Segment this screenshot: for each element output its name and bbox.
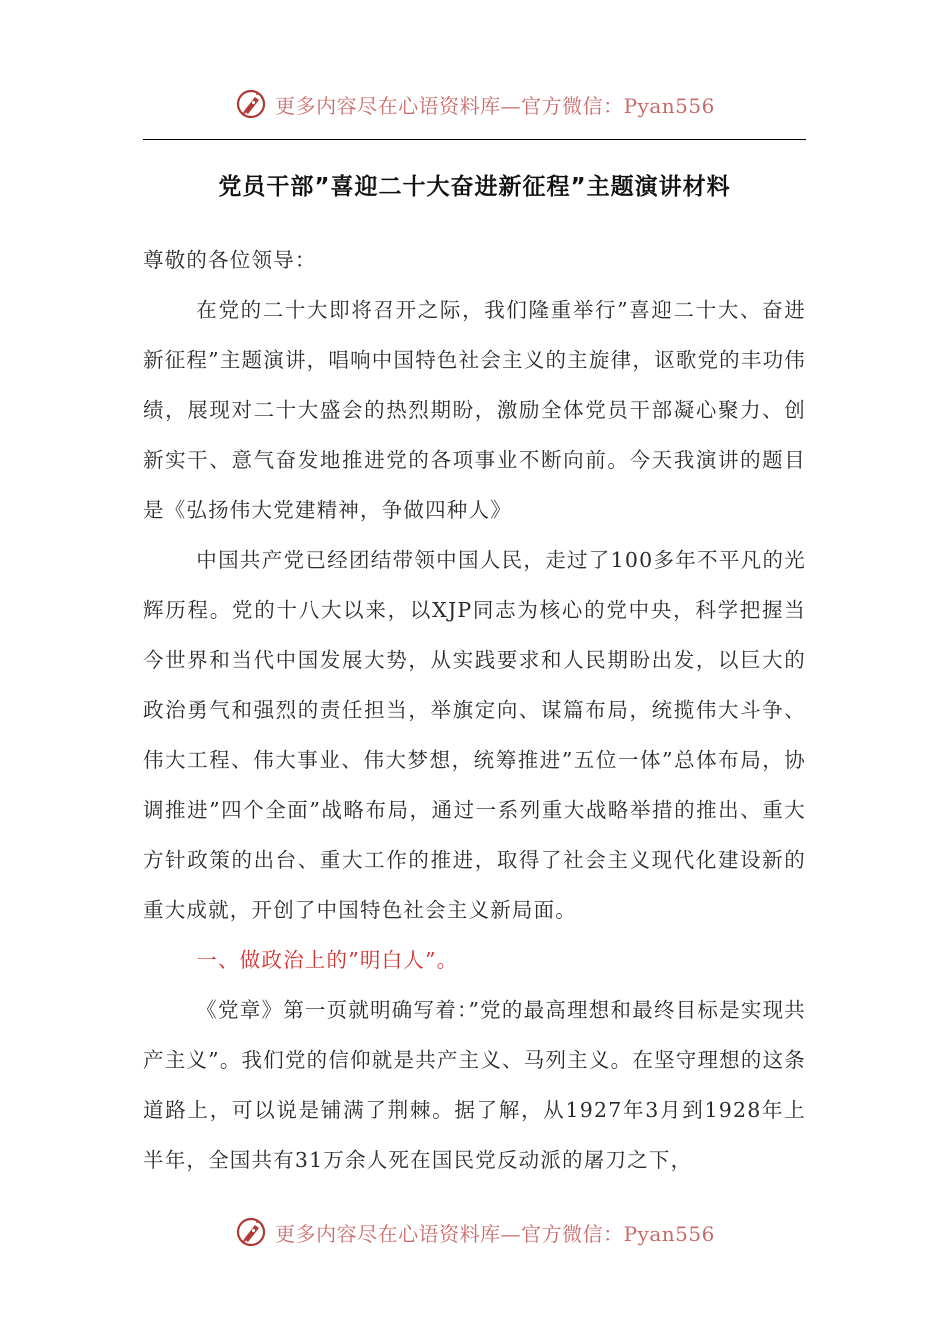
document-body	[143, 235, 806, 1185]
paragraph: 在党的二十大即将召开之际，我们隆重举行”喜迎二十大、奋进新征程”主题演讲，唱响中国特色社会主义的主旋律，讴歌党的丰功伟绩，展现对二十大盛会的热烈期盼，激励全体党员干部凝心聚力、创新实干、意气奋发地推进党的各项事业不断向前。今天我演讲的题目是《弘扬伟大党建精神，争做四种人》	[143, 298, 806, 522]
pen-nib-logo-icon	[235, 88, 267, 120]
section-heading: 一、做政治上的”明白人”。	[196, 948, 459, 972]
document-title: 党员干部”喜迎二十大奋进新征程”主题演讲材料	[218, 174, 731, 200]
watermark-header	[0, 82, 950, 126]
pen-nib-logo-icon	[235, 1216, 267, 1248]
header-divider	[143, 139, 806, 140]
paragraph: 中国共产党已经团结带领中国人民，走过了100多年不平凡的光辉历程。党的十八大以来，以XJP同志为核心的党中央，科学把握当今世界和当代中国发展大势，从实践要求和人民期盼出发，以巨大的政治勇气和强烈的责任担当，举旗定向、谋篇布局，统揽伟大斗争、伟大工程、伟大事业、伟大梦想，统筹推进”五位一体”总体布局，协调推进”四个全面”战略布局，通过一系列重大战略举措的推出、重大方针政策的出台、重大工作的推进，取得了社会主义现代化建设新的重大成就，开创了中国特色社会主义新局面。	[143, 548, 806, 922]
watermark-text: 更多内容尽在心语资料库—官方微信：Pyan556	[275, 1221, 715, 1246]
watermark-footer	[0, 1210, 950, 1254]
watermark-text: 更多内容尽在心语资料库—官方微信：Pyan556	[275, 93, 715, 118]
salutation: 尊敬的各位领导：	[143, 248, 317, 272]
paragraph: 《党章》第一页就明确写着：”党的最高理想和最终目标是实现共产主义”。我们党的信仰就是共产主义、马列主义。在坚守理想的这条道路上，可以说是铺满了荆棘。据了解，从1927年3月到1928年上半年，全国共有31万余人死在国民党反动派的屠刀之下，	[143, 998, 806, 1172]
